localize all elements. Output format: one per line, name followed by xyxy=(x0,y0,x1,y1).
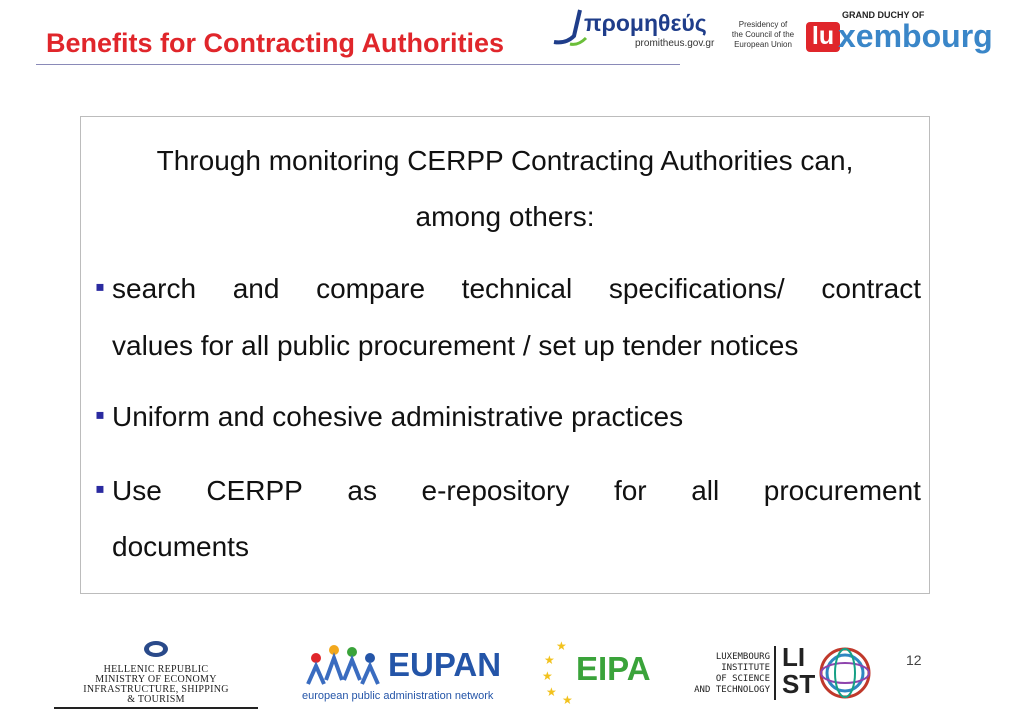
word: for xyxy=(613,475,647,506)
bullet-marker: ▪ xyxy=(95,271,105,302)
svg-text:★: ★ xyxy=(544,653,555,667)
list-line: LUXEMBOURG xyxy=(715,652,770,662)
prometheus-swoosh-icon xyxy=(548,6,588,56)
word: all xyxy=(691,475,720,506)
ministry-line: INFRASTRUCTURE, SHIPPING xyxy=(83,684,229,695)
ministry-line: MINISTRY OF ECONOMY xyxy=(95,674,217,685)
word: compare xyxy=(316,273,426,304)
grand-duchy-label: GRAND DUCHY OF xyxy=(842,10,925,20)
list-divider xyxy=(774,646,776,700)
page-number: 12 xyxy=(906,652,922,668)
list-line: AND TECHNOLOGY xyxy=(694,685,770,695)
word: search xyxy=(112,273,197,304)
presidency-line: European Union xyxy=(734,40,792,49)
word: CERPP xyxy=(206,475,303,506)
hellenic-ministry-logo xyxy=(52,640,260,708)
eipa-wordmark: EIPA xyxy=(576,650,651,687)
title-underline xyxy=(36,64,680,65)
prometheus-name: προμηθεύς xyxy=(584,10,707,36)
eupan-logo xyxy=(302,640,502,706)
list-letters-bottom: ST xyxy=(782,669,816,699)
bullet-1-line-1 xyxy=(112,273,921,305)
word: as xyxy=(347,475,377,506)
bullet-3-line-1 xyxy=(112,475,921,507)
ministry-emblem-icon xyxy=(141,640,171,658)
luxembourg-badge: lu xyxy=(806,22,840,52)
presidency-line: Presidency of xyxy=(738,20,788,29)
intro-line: among others: xyxy=(415,201,595,232)
ministry-line: HELLENIC REPUBLIC xyxy=(103,664,209,675)
word: technical xyxy=(461,273,573,304)
svg-text:★: ★ xyxy=(562,693,573,704)
eupan-subtitle: european public administration network xyxy=(302,690,494,702)
word: procurement xyxy=(763,475,921,506)
prometheus-url: promitheus.gov.gr xyxy=(635,38,715,49)
eupan-wordmark: EUPAN xyxy=(388,646,502,683)
word: and xyxy=(232,273,280,304)
list-line: OF SCIENCE xyxy=(715,674,770,684)
svg-text:★: ★ xyxy=(542,669,553,683)
presidency-logo xyxy=(728,20,798,50)
prometheus-logo xyxy=(548,6,728,56)
presidency-line: the Council of the xyxy=(731,30,795,39)
slide-title: Benefits for Contracting Authorities xyxy=(46,28,505,58)
word: specifications/ xyxy=(608,273,785,304)
list-logo xyxy=(694,644,874,704)
svg-text:★: ★ xyxy=(546,685,557,699)
list-institute-name xyxy=(694,652,770,696)
list-line: INSTITUTE xyxy=(721,663,770,673)
bullet-2-line-1: Uniform and cohesive administrative practices xyxy=(112,401,684,432)
intro-line: Through monitoring CERPP Contracting Authorities can, xyxy=(156,145,854,176)
bullet-marker: ▪ xyxy=(95,399,105,430)
list-letters xyxy=(782,644,815,698)
bullet-marker: ▪ xyxy=(95,473,105,504)
list-globe-icon xyxy=(818,646,872,700)
bullet-3-line-2: documents xyxy=(112,531,249,562)
luxembourg-wordmark: xembourg xyxy=(838,18,993,54)
bullet-1-line-2: values for all public procurement / set up tender notices xyxy=(112,330,799,361)
list-letters-top: LI xyxy=(782,642,806,672)
word: Use xyxy=(112,475,162,506)
word: contract xyxy=(821,273,921,304)
eipa-logo xyxy=(542,638,654,704)
ministry-line: & TOURISM xyxy=(127,694,185,705)
content-box xyxy=(80,116,930,594)
eupan-people-icon xyxy=(304,640,388,690)
svg-text:★: ★ xyxy=(556,639,567,653)
word: e-repository xyxy=(421,475,570,506)
